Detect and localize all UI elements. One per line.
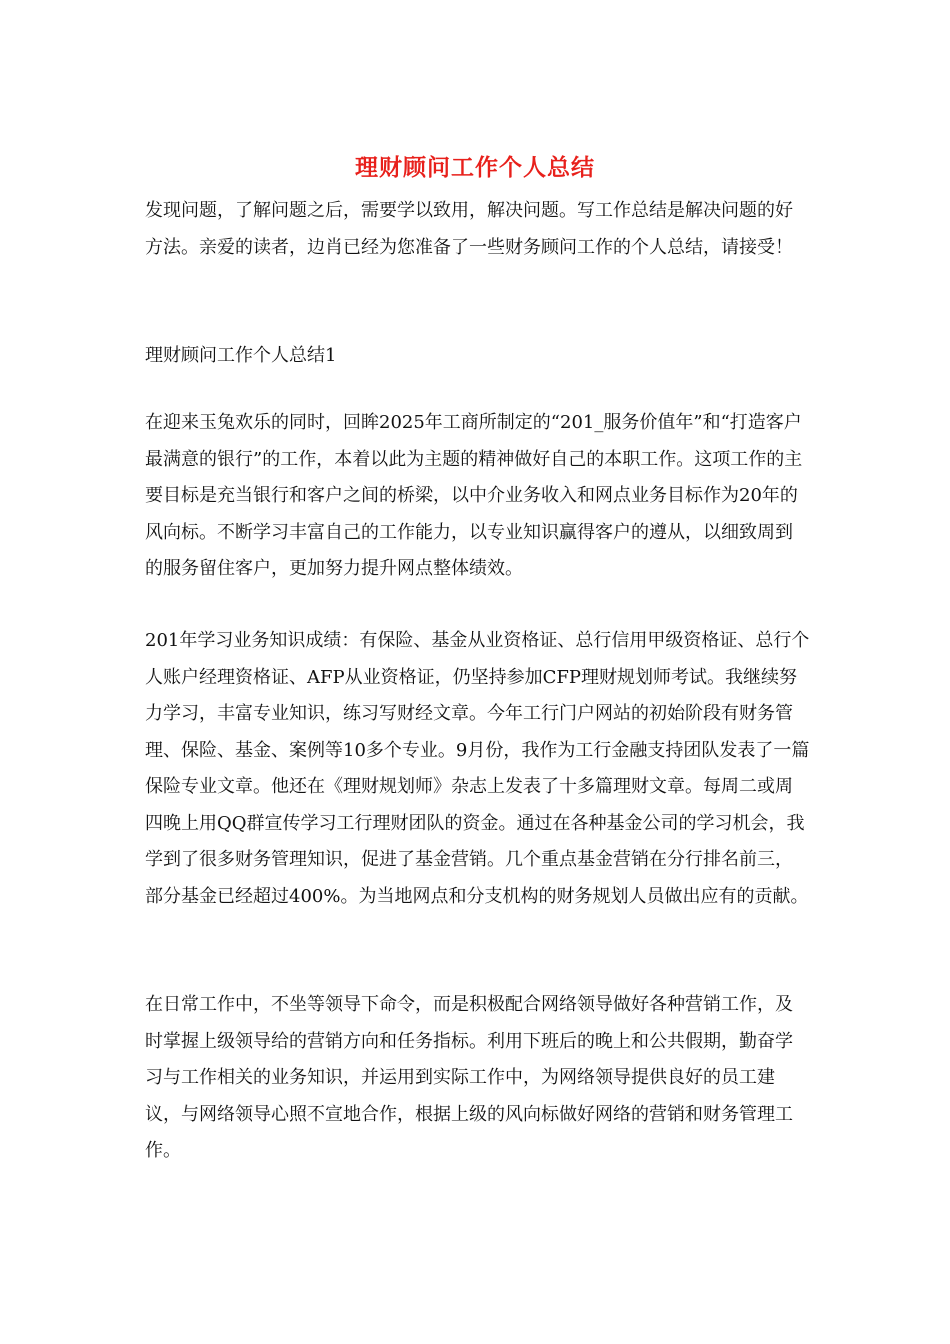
body-paragraph-3 <box>145 987 810 1170</box>
section-heading <box>145 338 810 375</box>
section-heading-text: 理财顾问工作个人总结1 <box>145 345 337 366</box>
paragraph-text: 在日常工作中，不坐等领导下命令，而是积极配合网络领导做好各种营销工作，及时掌握上级领导给的营销方向和任务指标。利用下班后的晚上和公共假期，勤奋学习与工作相关的业务知识，并运用到实际工作中，为网络领导提供良好的员工建议，与网络领导心照不宣地合作，根据上级的风向标做好网络的营销和财务管理工作。 <box>145 994 793 1161</box>
paragraph-text: 201年学习业务知识成绩：有保险、基金从业资格证、总行信用甲级资格证、总行个人账户经理资格证、AFP从业资格证，仍坚持参加CFP理财规划师考试。我继续努力学习，丰富专业知识，练习写财经文章。今年工行门户网站的初始阶段有财务管理、保险、基金、案例等10多个专业。9月份，我作为工行金融支持团队发表了一篇保险专业文章。他还在《理财规划师》杂志上发表了十多篇理财文章。每周二或周四晚上用QQ群宣传学习工行理财团队的资金。通过在各种基金公司的学习机会，我学到了很多财务管理知识，促进了基金营销。几个重点基金营销在分行排名前三，部分基金已经超过400%。为当地网点和分支机构的财务规划人员做出应有的贡献。 <box>145 630 810 907</box>
body-paragraph-2 <box>145 623 810 915</box>
intro-text: 发现问题，了解问题之后，需要学以致用，解决问题。写工作总结是解决问题的好方法。亲爱的读者，边肖已经为您准备了一些财务顾问工作的个人总结，请接受！ <box>145 200 793 258</box>
document-title: 理财顾问工作个人总结 <box>355 154 595 181</box>
intro-paragraph <box>145 193 810 266</box>
paragraph-text: 在迎来玉兔欢乐的同时，回眸2025年工商所制定的“201_服务价值年”和“打造客户最满意的银行”的工作，本着以此为主题的精神做好自己的本职工作。这项工作的主要目标是充当银行和客户之间的桥梁，以中介业务收入和网点业务目标作为20年的风向标。不断学习丰富自己的工作能力，以专业知识赢得客户的遵从，以细致周到的服务留住客户，更加努力提升网点整体绩效。 <box>145 412 803 579</box>
body-paragraph-1 <box>145 405 810 588</box>
